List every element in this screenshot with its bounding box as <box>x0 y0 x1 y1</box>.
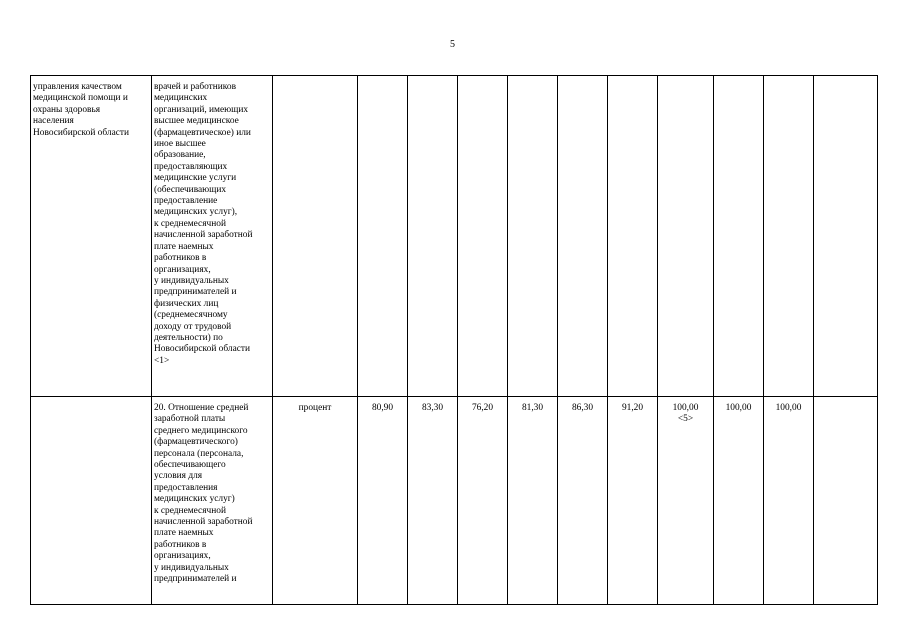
value-cell: 80,90 <box>358 397 408 605</box>
indicators-table <box>30 75 878 605</box>
value-cell: 76,20 <box>458 397 508 605</box>
responsible-cell <box>31 397 152 605</box>
value-cell: 91,20 <box>608 397 658 605</box>
value-cell <box>408 76 458 397</box>
responsible-cell: управления качеством медицинской помощи и охраны здоровья населения Новосибирской области <box>31 76 152 397</box>
unit-cell: процент <box>273 397 358 605</box>
value-cell: 100,00 <box>714 397 764 605</box>
value-cell <box>508 76 558 397</box>
indicator-cell: 20. Отношение средней заработной платы среднего медицинского (фармацевтического) персонала (персонала, обеспечивающего условия для предоставления медицинских услуг) к среднемесячной начисленной заработной плате наемных работников в организациях, у индивидуальных предпринимателей и <box>152 397 273 605</box>
unit-cell <box>273 76 358 397</box>
value-cell: 100,00 <box>764 397 814 605</box>
value-cell: 86,30 <box>558 397 608 605</box>
value-cell <box>714 76 764 397</box>
indicator-cell: врачей и работников медицинских организаций, имеющих высшее медицинское (фармацевтическое) или иное высшее образование, предоставляющих медицинские услуги (обеспечивающих предоставление медицинских услуг), к среднемесячной начисленной заработной плате наемных работников в организациях, у индивидуальных предпринимателей и физических лиц (среднемесячному доходу от трудовой деятельности) по Новосибирской области <1> <box>152 76 273 397</box>
table-row <box>31 76 878 397</box>
value-cell <box>814 397 878 605</box>
value-cell <box>608 76 658 397</box>
page-number: 5 <box>450 39 455 50</box>
value-cell <box>558 76 608 397</box>
value-cell <box>458 76 508 397</box>
value-cell <box>658 76 714 397</box>
value-cell <box>764 76 814 397</box>
value-cell: 83,30 <box>408 397 458 605</box>
table-row <box>31 397 878 605</box>
value-cell <box>358 76 408 397</box>
value-cell: 81,30 <box>508 397 558 605</box>
value-cell <box>814 76 878 397</box>
value-cell: 100,00 <5> <box>658 397 714 605</box>
